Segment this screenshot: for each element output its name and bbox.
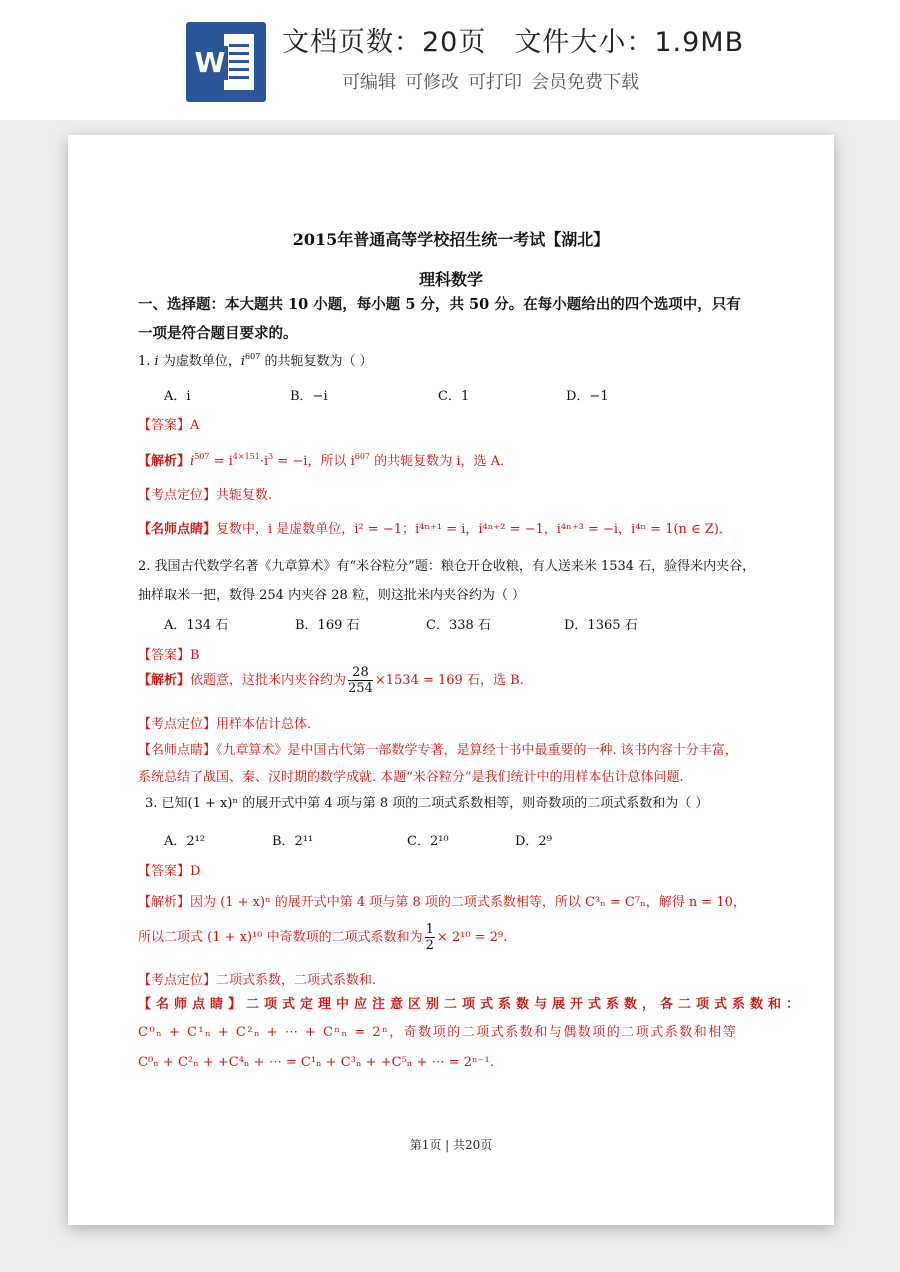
page-count-label: 文档页数：20页 [282, 27, 487, 58]
q3-analysis-line1: 【解析】因为 (1 + x)ⁿ 的展开式中第 4 项与第 8 项的二项式系数相等，所以 C³ₙ = C⁷ₙ，解得 n = 10， [138, 895, 746, 910]
q1-knowledge-point: 【考点定位】共轭复数. [138, 488, 273, 503]
section-heading-line1: 一、选择题：本大题共 10 小题，每小题 5 分，共 50 分。在每小题给出的四个选项中，只有 [138, 296, 741, 313]
feature-printable: 可打印 [468, 72, 522, 93]
q3-options [164, 830, 552, 849]
q1-analysis: 【解析】$i^{507} = i^{4\times 151}\cdot i^3 = -i$，所以 $i^{607}$ 的共轭复数为 i，选 A． [138, 452, 513, 469]
feature-modifiable: 可修改 [405, 72, 459, 93]
q2-option-c: C．338 石 [426, 618, 491, 633]
page-footer: 第1页 | 共20页 [409, 1138, 493, 1152]
q3-analysis-line2: 所以二项式 (1 + x)¹⁰ 中奇数项的二项式系数和为 $\frac{1}{2}$ × 2¹⁰ = 2⁹. [138, 922, 508, 953]
q1-answer: 【答案】A [138, 418, 200, 433]
q3-knowledge-point: 【考点定位】二项式系数，二项式系数和. [138, 973, 377, 988]
q3-teacher-tip-line2: C⁰ₙ + C¹ₙ + C²ₙ + ⋯ + Cⁿₙ = 2ⁿ，奇数项的二项式系数和与偶数项的二项式系数和相等 [138, 1025, 738, 1040]
q2-stem-line2: 抽样取米一把，数得 254 内夹谷 28 粒，则这批米内夹谷约为（ ） [138, 588, 526, 603]
q1-options [164, 385, 609, 404]
q3-option-a: A．2¹² [164, 834, 206, 849]
q1-option-c: C．1 [438, 389, 470, 404]
q3-stem: 3. 已知(1 + x)ⁿ 的展开式中第 4 项与第 8 项的二项式系数相等，则奇数项的二项式系数和为（ ） [145, 796, 709, 811]
exam-subject: 理科数学 [418, 270, 483, 289]
q2-stem-line1: 2. 我国古代数学名著《九章算术》有“米谷粒分”题：粮仓开仓收粮，有人送来米 1534 石，验得米内夹谷， [138, 559, 756, 574]
download-banner [0, 0, 900, 120]
feature-editable: 可编辑 [342, 72, 396, 93]
document-page [68, 135, 834, 1225]
q2-analysis: 【解析】依题意，这批米内夹谷约为 $\frac{28}{254}$ ×1534 = 169 石，选 B. [138, 665, 524, 696]
q3-fraction: $\frac{1}{2}$ [425, 922, 434, 953]
q2-option-b: B．169 石 [295, 618, 360, 633]
section-heading-line2: 一项是符合题目要求的。 [138, 325, 298, 342]
q1-teacher-tip: 【名师点睛】复数中，i 是虚数单位，i² = −1；i⁴ⁿ⁺¹ = i，i⁴ⁿ⁺² = −1，i⁴ⁿ⁺³ = −i，i⁴ⁿ = 1(n ∈ Z)． [138, 522, 732, 537]
q2-teacher-tip-line1: 【名师点睛】《九章算术》是中国古代第一部数学专著，是算经十书中最重要的一种. 该书内容十分丰富， [138, 743, 738, 758]
exam-title: 2015年普通高等学校招生统一考试【湖北】 [292, 230, 610, 249]
q3-teacher-tip-line3: C⁰ₙ + C²ₙ + +C⁴ₙ + ⋯ = C¹ₙ + C³ₙ + +C⁵ₙ + ⋯ = 2ⁿ⁻¹. [138, 1055, 494, 1070]
q3-option-c: C．2¹⁰ [407, 834, 449, 849]
word-icon-letter: W [192, 46, 228, 80]
q2-answer: 【答案】B [138, 648, 200, 663]
q2-fraction: $\frac{28}{254}$ [348, 665, 373, 696]
word-icon-page [224, 34, 254, 90]
q1-option-a: A．i [164, 389, 191, 404]
feature-member-download: 会员免费下载 [531, 72, 639, 93]
q3-teacher-tip-line1: 【名师点睛】二项式定理中应注意区别二项式系数与展开式系数，各二项式系数和： [138, 997, 805, 1012]
q3-option-d: D．2⁹ [515, 834, 552, 849]
q1-option-b: B．−i [290, 389, 328, 404]
q1-option-d: D．−1 [566, 389, 609, 404]
q2-option-a: A．134 石 [164, 618, 229, 633]
q1-stem: 1. i 为虚数单位，$i^{607}$ 的共轭复数为（ ） [138, 352, 373, 369]
feature-list [342, 68, 639, 94]
file-size-label: 文件大小：1.9MB [514, 27, 745, 58]
banner-title [282, 20, 744, 59]
q2-option-d: D．1365 石 [564, 618, 638, 633]
q3-answer: 【答案】D [138, 864, 201, 879]
word-document-icon [186, 22, 266, 102]
q2-options [164, 614, 638, 633]
q2-teacher-tip-line2: 系统总结了战国、秦、汉时期的数学成就. 本题“米谷粒分”是我们统计中的用样本估计总体问题. [138, 770, 684, 785]
q1-stem-i: i [240, 354, 246, 369]
q2-knowledge-point: 【考点定位】用样本估计总体. [138, 717, 312, 732]
q3-option-b: B．2¹¹ [272, 834, 314, 849]
